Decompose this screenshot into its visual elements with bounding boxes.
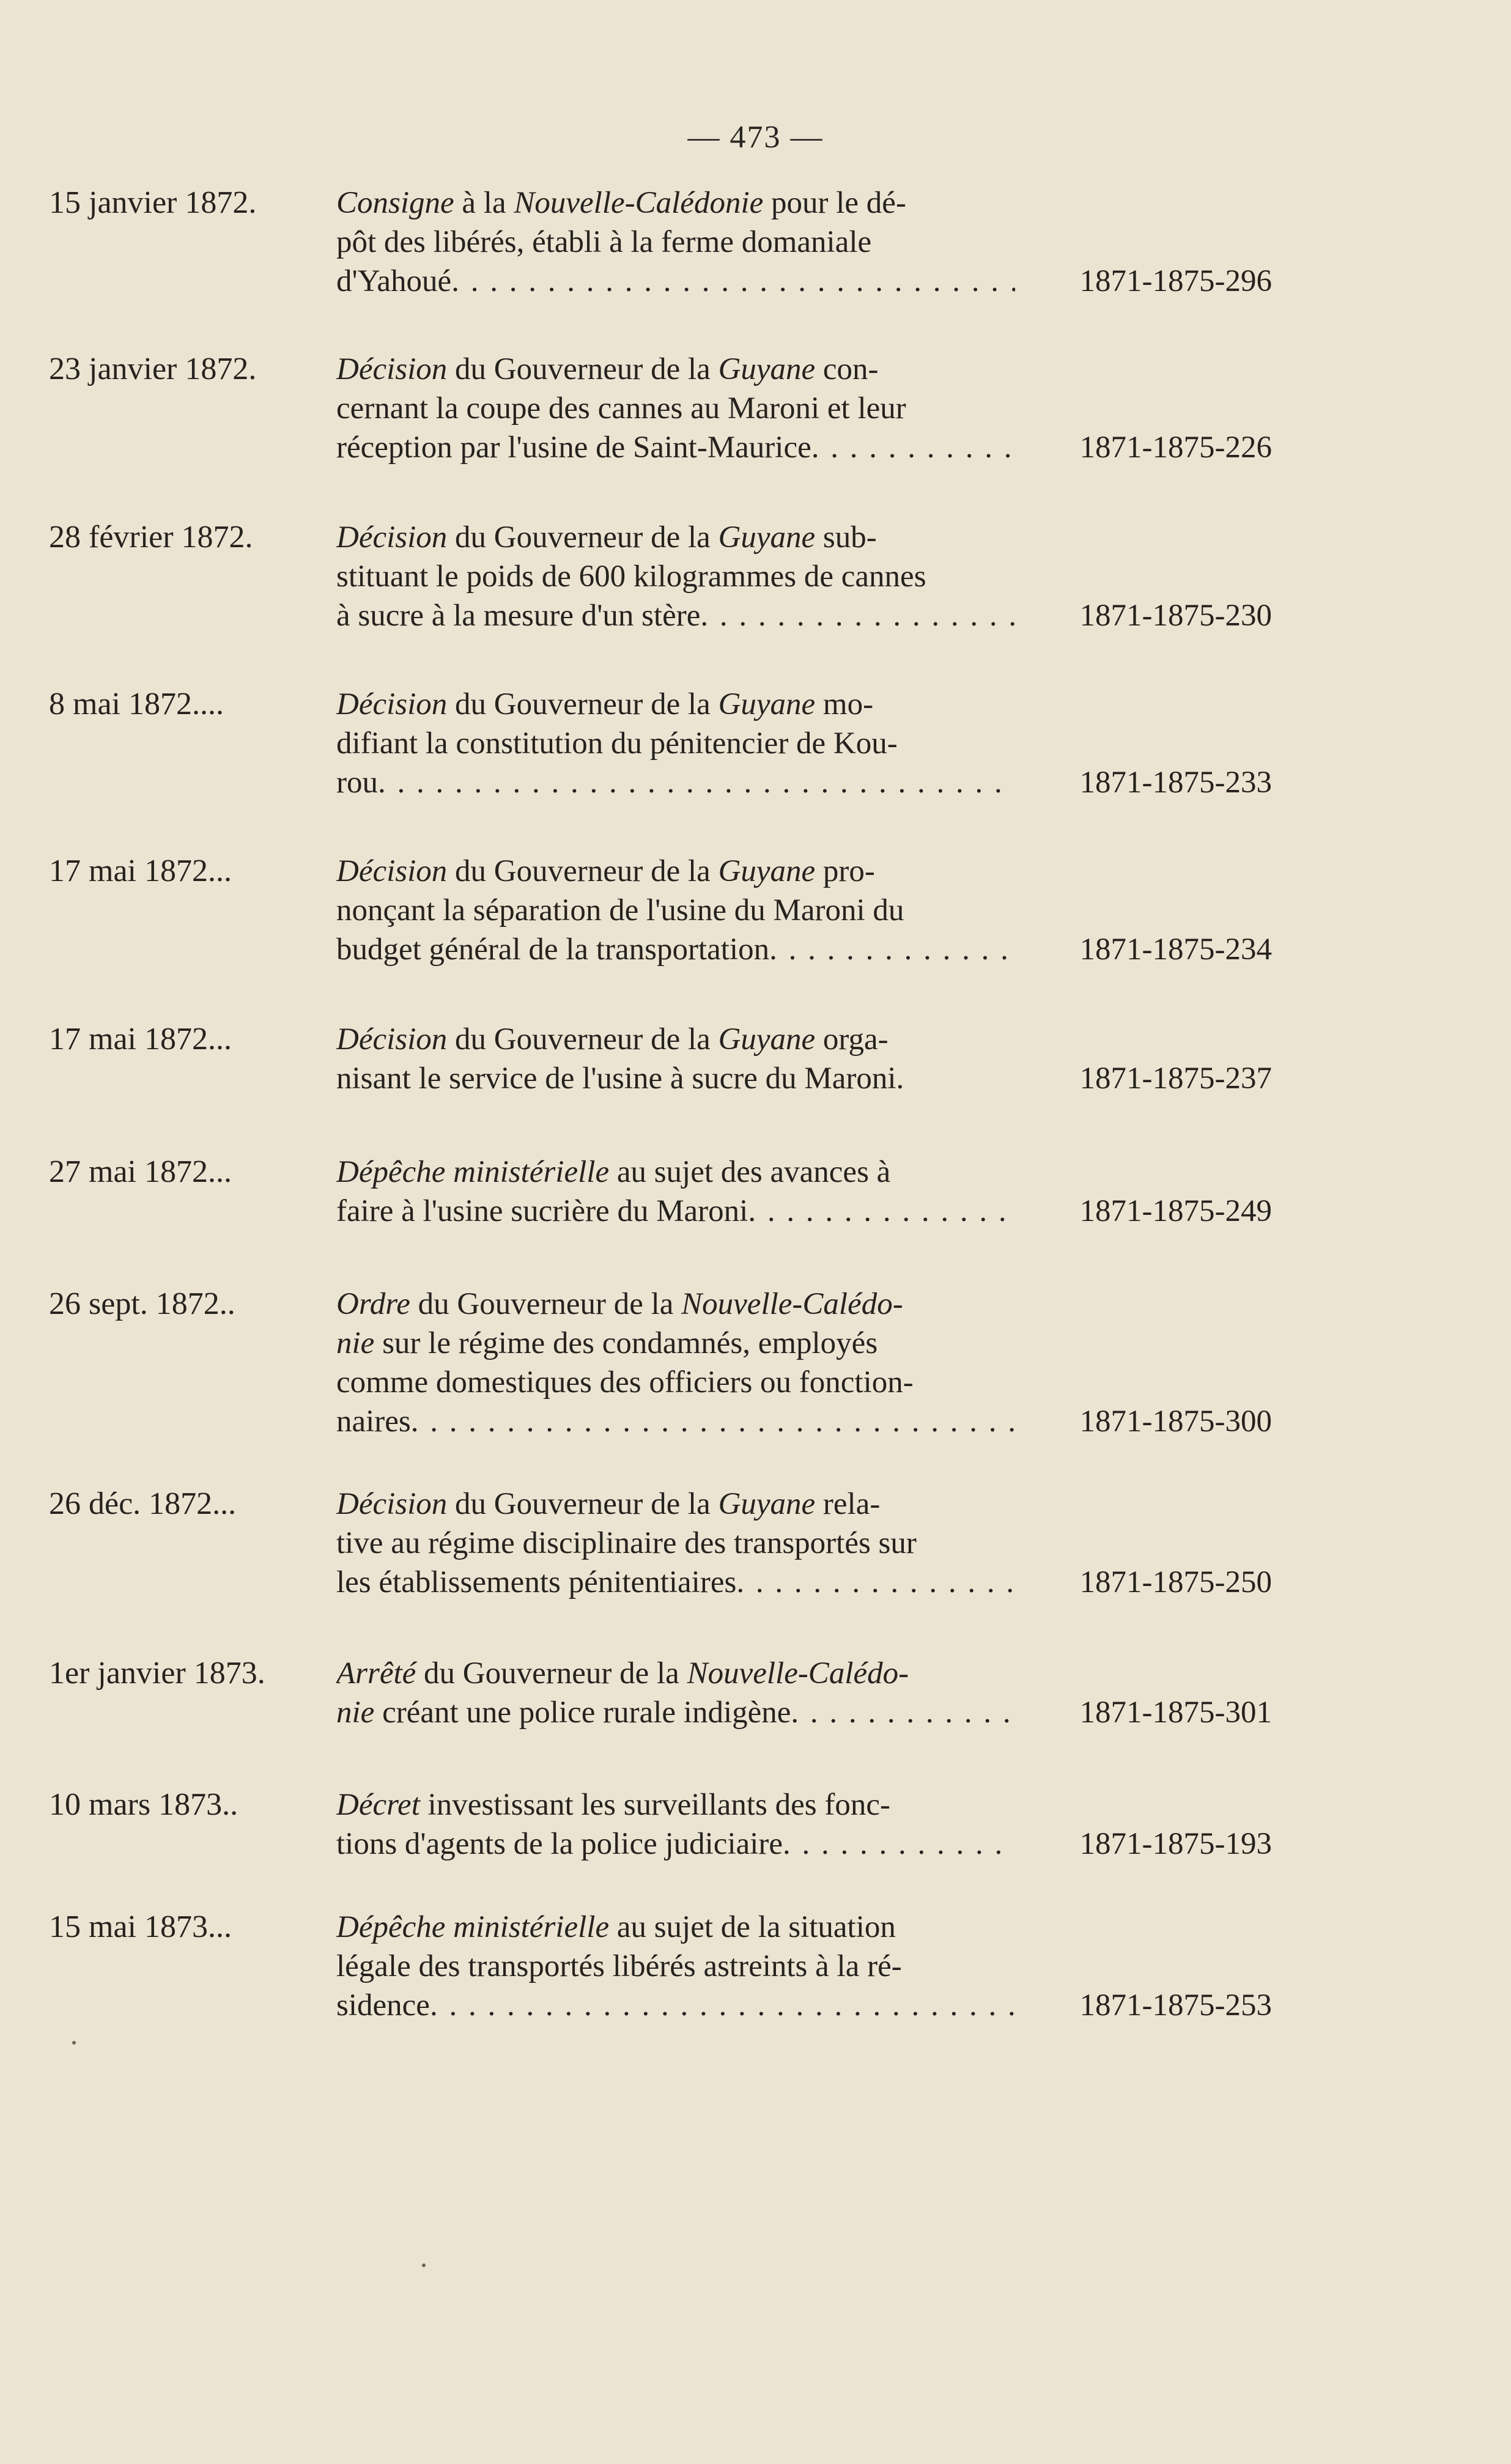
entry-line	[336, 1402, 1272, 1441]
text-run: stituant le poids de 600 kilogrammes de cannes	[336, 559, 926, 594]
entry-reference: 1871-1875-234	[1079, 932, 1272, 967]
italic-term: Nouvelle-Calédo-	[681, 1287, 903, 1321]
entry-text	[336, 1285, 1272, 1441]
dot-leader	[451, 262, 1015, 301]
entry	[49, 1908, 1272, 2025]
text-run: cernant la coupe des cannes au Maroni et leur	[336, 391, 906, 426]
entry-date: 15 mai 1873...	[49, 1909, 232, 1944]
italic-term: Décision	[336, 352, 448, 386]
text-run: nisant le service de l'usine à sucre du Maroni.	[336, 1061, 904, 1096]
entry-line	[336, 596, 1272, 635]
entry-line	[336, 1563, 1272, 1602]
entry-line	[336, 1363, 1272, 1402]
dot-leader	[783, 1824, 1015, 1864]
text-run: au sujet de la situation	[609, 1910, 896, 1944]
text-run: rela-	[815, 1487, 881, 1521]
entry-reference: 1871-1875-300	[1079, 1404, 1272, 1439]
text-run: au sujet des avances à	[609, 1155, 891, 1189]
entry-text	[336, 350, 1272, 467]
text-run: du Gouverneur de la	[416, 1656, 687, 1691]
italic-term: Décret	[336, 1788, 420, 1822]
entry-line	[336, 852, 1272, 891]
text-run: faire à l'usine sucrière du Maroni	[336, 1194, 748, 1228]
entry-text	[336, 183, 1272, 301]
entry-date: 15 janvier 1872.	[49, 185, 257, 220]
italic-term: Guyane	[718, 687, 816, 721]
text-run: du Gouverneur de la	[447, 1487, 719, 1521]
italic-term: nie	[336, 1695, 375, 1730]
entry-line	[336, 1947, 1272, 1986]
dot-leader	[378, 763, 1015, 802]
entry	[49, 518, 1272, 635]
entry	[49, 1285, 1272, 1441]
italic-term: Arrêté	[336, 1656, 416, 1691]
text-run: du Gouverneur de la	[447, 854, 719, 888]
entry-date: 10 mars 1873..	[49, 1787, 238, 1822]
dot-leader	[791, 1693, 1015, 1732]
italic-term: Guyane	[718, 1487, 816, 1521]
entry-line	[336, 1192, 1272, 1231]
entry-reference: 1871-1875-250	[1079, 1565, 1272, 1599]
italic-term: Nouvelle-Calédo-	[687, 1656, 909, 1691]
text-run: con-	[815, 352, 879, 386]
text-run: tions d'agents de la police judiciaire	[336, 1827, 783, 1861]
italic-term: Dépêche ministérielle	[336, 1910, 610, 1944]
entry-line	[336, 262, 1272, 301]
entry-date: 26 sept. 1872..	[49, 1286, 235, 1321]
entry	[49, 1485, 1272, 1602]
text-run: naires	[336, 1404, 411, 1439]
entry-line	[336, 1824, 1272, 1864]
entry-line	[336, 891, 1272, 930]
entry-date: 17 mai 1872...	[49, 1022, 232, 1057]
entry-text	[336, 1153, 1272, 1231]
entry-date: 27 mai 1872...	[49, 1154, 232, 1189]
page-number: — 473 —	[687, 120, 824, 155]
paper-speck	[72, 2041, 76, 2045]
italic-term: Guyane	[718, 854, 816, 888]
text-run: du Gouverneur de la	[447, 687, 719, 721]
entry-line	[336, 763, 1272, 802]
entry-line	[336, 223, 1272, 262]
italic-term: Ordre	[336, 1287, 410, 1321]
entry-line	[336, 1324, 1272, 1363]
text-run: pour le dé-	[763, 186, 906, 220]
italic-term: Consigne	[336, 186, 454, 220]
entry-line	[336, 1693, 1272, 1732]
dot-leader	[769, 930, 1015, 969]
entry-reference: 1871-1875-193	[1079, 1827, 1272, 1861]
entry-line	[336, 389, 1272, 428]
entry-line	[336, 1986, 1272, 2025]
text-run: du Gouverneur de la	[447, 520, 719, 555]
italic-term: Décision	[336, 1022, 448, 1057]
entry-reference: 1871-1875-233	[1079, 765, 1272, 800]
text-run: rou	[336, 765, 378, 800]
entry-line	[336, 183, 1272, 223]
entry	[49, 1020, 1272, 1098]
entry-line	[336, 1020, 1272, 1059]
entry-text	[336, 852, 1272, 969]
text-run: créant une police rurale indigène	[374, 1695, 791, 1730]
entry-line	[336, 724, 1272, 763]
entry-reference: 1871-1875-237	[1079, 1061, 1272, 1096]
paper-speck	[422, 2263, 426, 2267]
entry-date: 26 déc. 1872...	[49, 1486, 237, 1521]
entry-date: 23 janvier 1872.	[49, 352, 257, 386]
entry-text	[336, 1908, 1272, 2025]
entry-date: 1er janvier 1873.	[49, 1656, 265, 1691]
entry-date: 8 mai 1872....	[49, 687, 224, 721]
entry-line	[336, 350, 1272, 389]
text-run: sub-	[815, 520, 877, 555]
text-run: nonçant la séparation de l'usine du Maroni du	[336, 893, 904, 928]
entry-reference: 1871-1875-253	[1079, 1988, 1272, 2023]
entry-line	[336, 1285, 1272, 1324]
entry	[49, 1654, 1272, 1732]
entry	[49, 350, 1272, 467]
entry-text	[336, 1485, 1272, 1602]
entry-line	[336, 557, 1272, 596]
entry-reference: 1871-1875-296	[1079, 264, 1272, 298]
dot-leader	[430, 1986, 1015, 2025]
dot-leader	[700, 596, 1015, 635]
text-run: du Gouverneur de la	[447, 1022, 719, 1057]
italic-term: Guyane	[718, 352, 816, 386]
text-run: à la	[454, 186, 514, 220]
italic-term: Décision	[336, 854, 448, 888]
text-run: sur le régime des condamnés, employés	[374, 1326, 878, 1360]
italic-term: Décision	[336, 520, 448, 555]
entry-reference: 1871-1875-226	[1079, 430, 1272, 465]
italic-term: Guyane	[718, 1022, 816, 1057]
entry-date: 17 mai 1872...	[49, 854, 232, 888]
entry-line	[336, 428, 1272, 467]
entry-date: 28 février 1872.	[49, 520, 253, 555]
entry	[49, 685, 1272, 802]
entry-line	[336, 685, 1272, 724]
text-run: pro-	[815, 854, 875, 888]
text-run: budget général de la transportation	[336, 932, 770, 967]
entry	[49, 1153, 1272, 1231]
italic-term: Décision	[336, 687, 448, 721]
text-run: investissant les surveillants des fonc-	[419, 1788, 890, 1822]
text-run: les établissements pénitentiaires	[336, 1565, 737, 1599]
entry-text	[336, 1020, 1272, 1098]
entry-line	[336, 1654, 1272, 1693]
entry-text	[336, 1785, 1272, 1864]
italic-term: Guyane	[718, 520, 816, 555]
entry	[49, 1785, 1272, 1864]
italic-term: Dépêche ministérielle	[336, 1155, 610, 1189]
entry-reference: 1871-1875-230	[1079, 599, 1272, 633]
entry-line	[336, 930, 1272, 969]
text-run: sidence	[336, 1988, 430, 2023]
entry-text	[336, 685, 1272, 802]
text-run: légale des transportés libérés astreints à la ré-	[336, 1949, 902, 1983]
entry-line	[336, 1785, 1272, 1824]
italic-term: Nouvelle-Calédonie	[514, 186, 764, 220]
dot-leader	[811, 428, 1015, 467]
text-run: orga-	[815, 1022, 888, 1057]
dot-leader	[748, 1192, 1015, 1231]
dot-leader	[411, 1402, 1015, 1441]
entry-text	[336, 1654, 1272, 1732]
text-run: du Gouverneur de la	[410, 1287, 682, 1321]
entry-line	[336, 1908, 1272, 1947]
dot-leader	[736, 1563, 1015, 1602]
entry-reference: 1871-1875-301	[1079, 1695, 1272, 1730]
italic-term: nie	[336, 1326, 375, 1360]
text-run: d'Yahoué	[336, 264, 452, 298]
text-run: à sucre à la mesure d'un stère	[336, 599, 701, 633]
entry-line	[336, 518, 1272, 557]
italic-term: Décision	[336, 1487, 448, 1521]
entry-line	[336, 1485, 1272, 1524]
entry-line	[336, 1153, 1272, 1192]
text-run: mo-	[815, 687, 874, 721]
text-run: du Gouverneur de la	[447, 352, 719, 386]
text-run: pôt des libérés, établi à la ferme domaniale	[336, 225, 872, 259]
text-run: difiant la constitution du pénitencier de Kou-	[336, 726, 898, 761]
text-run: réception par l'usine de Saint-Maurice	[336, 430, 811, 465]
entry-text	[336, 518, 1272, 635]
text-run: comme domestiques des officiers ou fonction-	[336, 1365, 914, 1400]
text-run: tive au régime disciplinaire des transportés sur	[336, 1526, 917, 1560]
entry	[49, 183, 1272, 301]
entry-line	[336, 1059, 1272, 1098]
entry	[49, 852, 1272, 969]
entry-reference: 1871-1875-249	[1079, 1194, 1272, 1228]
entry-line	[336, 1524, 1272, 1563]
